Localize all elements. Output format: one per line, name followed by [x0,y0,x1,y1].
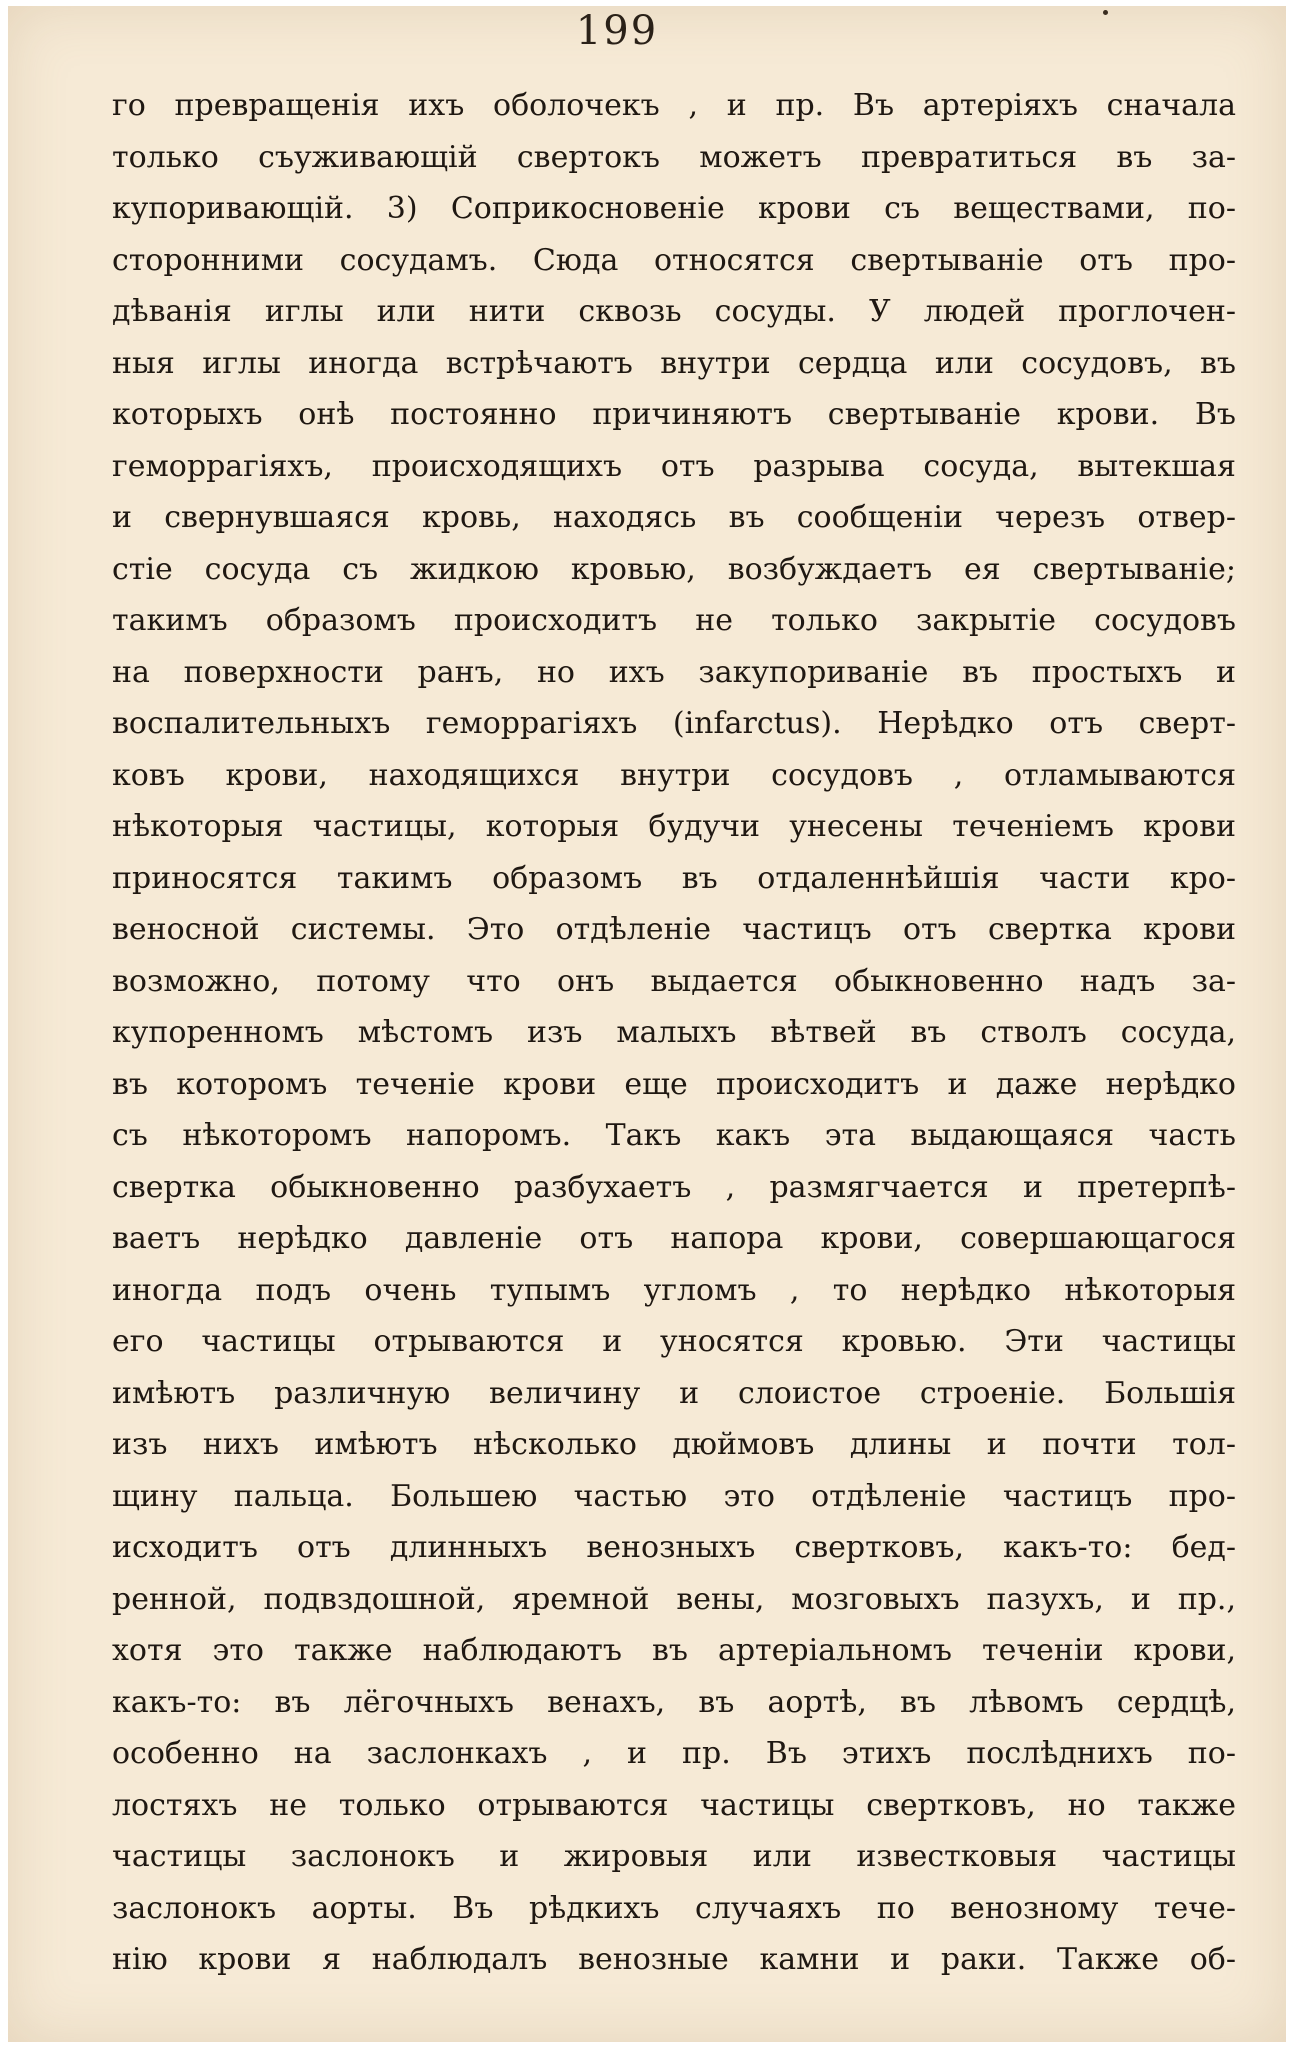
text-line: исходитъ отъ длинныхъ венозныхъ свертковъ, какъ-то: бед- [112,1530,1236,1565]
text-line: купоривающій. 3) Соприкосновеніе крови съ веществами, по- [112,191,1236,226]
text-line: возможно, потому что онъ выдается обыкновенно надъ за- [112,963,1236,999]
text-line: воспалительныхъ геморрагіяхъ (infarctus). Нерѣдко отъ сверт- [112,706,1236,741]
text-line: дѣванія иглы или нити сквозь сосуды. У людей проглочен- [112,294,1236,329]
page-number: 199 [575,8,659,54]
text-line: веносной системы. Это отдѣленіе частицъ отъ свертка крови [112,912,1236,947]
text-line: го превращенія ихъ оболочекъ , и пр. Въ артеріяхъ сначала [112,88,1236,123]
print-speck [1103,10,1108,15]
text-line: ваетъ нерѣдко давленіе отъ напора крови, совершающагося [112,1221,1236,1256]
text-line: приносятся такимъ образомъ въ отдаленнѣйшія части кро- [112,860,1236,896]
text-line: купоренномъ мѣстомъ изъ малыхъ вѣтвей въ стволъ сосуда, [112,1015,1236,1050]
text-line: какъ-то: въ лёгочныхъ венахъ, въ аортѣ, въ лѣвомъ сердцѣ, [112,1684,1236,1720]
text-line: только съуживающій свертокъ можетъ превратиться въ за- [112,139,1236,175]
text-line: и свернувшаяся кровь, находясь въ сообщеніи черезъ отвер- [112,500,1236,535]
text-line: съ нѣкоторомъ напоромъ. Такъ какъ эта выдающаяся часть [112,1118,1236,1153]
text-line: въ которомъ теченіе крови еще происходитъ и даже нерѣдко [112,1066,1236,1102]
text-line: хотя это также наблюдаютъ въ артеріальномъ теченіи крови, [112,1633,1236,1668]
text-line: ныя иглы иногда встрѣчаютъ внутри сердца или сосудовъ, въ [112,345,1236,381]
book-page [8,6,1286,2042]
text-line: сторонними сосудамъ. Сюда относятся свертываніе отъ про- [112,242,1236,278]
text-line: на поверхности ранъ, но ихъ закупориваніе въ простыхъ и [112,654,1236,690]
text-line: такимъ образомъ происходитъ не только закрытіе сосудовъ [112,603,1236,638]
text-line: его частицы отрываются и уносятся кровью. Эти частицы [112,1324,1236,1359]
text-line: лостяхъ не только отрываются частицы свертковъ, но также [112,1787,1236,1823]
text-line: частицы заслонокъ и жировыя или известковыя частицы [112,1839,1236,1874]
text-line: ренной, подвздошной, яремной вены, мозговыхъ пазухъ, и пр., [112,1581,1236,1617]
text-line: свертка обыкновенно разбухаетъ , размягчается и претерпѣ- [112,1169,1236,1205]
text-line: геморрагіяхъ, происходящихъ отъ разрыва сосуда, вытекшая [112,448,1236,484]
text-line: нію крови я наблюдалъ венозные камни и раки. Также об- [112,1942,1236,1977]
text-line: особенно на заслонкахъ , и пр. Въ этихъ послѣднихъ по- [112,1736,1236,1771]
body-text [112,80,1236,1986]
text-line: щину пальца. Большею частью это отдѣленіе частицъ про- [112,1478,1236,1514]
text-line: стіе сосуда съ жидкою кровью, возбуждаетъ ея свертываніе; [112,551,1236,587]
text-line: нѣкоторыя частицы, которыя будучи унесены теченіемъ крови [112,809,1236,844]
text-line: заслонокъ аорты. Въ рѣдкихъ случаяхъ по венозному тече- [112,1890,1236,1926]
text-line: иногда подъ очень тупымъ угломъ , то нерѣдко нѣкоторыя [112,1272,1236,1308]
text-line: ковъ крови, находящихся внутри сосудовъ , отламываются [112,757,1236,793]
text-line: изъ нихъ имѣютъ нѣсколько дюймовъ длины и почти тол- [112,1427,1236,1462]
text-line: имѣютъ различную величину и слоистое строеніе. Большія [112,1375,1236,1411]
text-line: которыхъ онѣ постоянно причиняютъ свертываніе крови. Въ [112,397,1236,432]
